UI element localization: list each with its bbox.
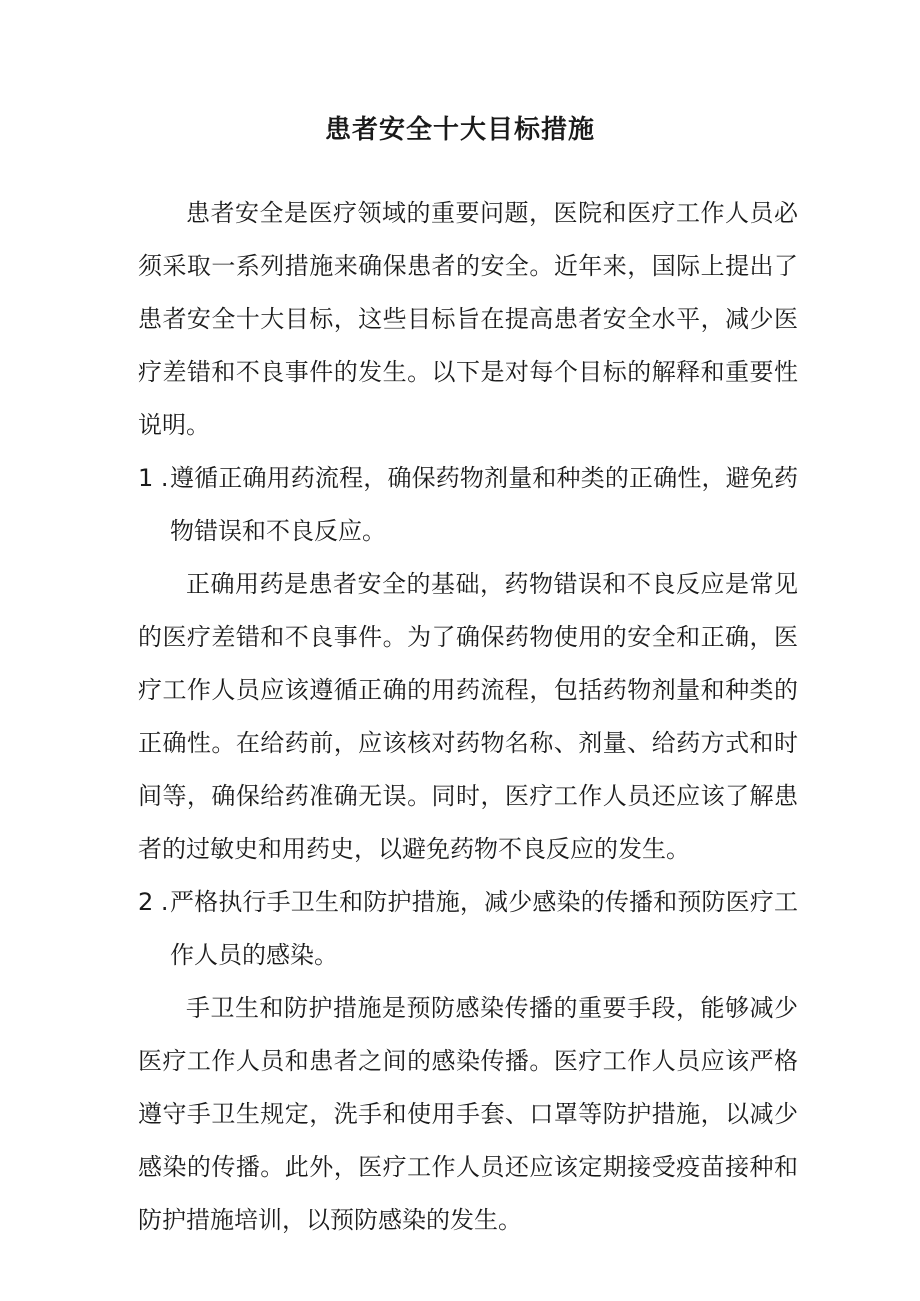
list-item-1-heading [138,452,798,558]
list-item-heading-text: 严格执行手卫生和防护措施，减少感染的传播和预防医疗工作人员的感染。 [170,888,798,969]
list-item-1-body: 正确用药是患者安全的基础，药物错误和不良反应是常见的医疗差错和不良事件。为了确保药物使用的安全和正确，医疗工作人员应该遵循正确的用药流程，包括药物剂量和种类的正确性。在给药前，应该核对药物名称、剂量、给药方式和时间等，确保给药准确无误。同时，医疗工作人员还应该了解患者的过敏史和用药史，以避免药物不良反应的发生。 [138,570,798,863]
list-item-number: 1 . [138,464,169,492]
list-item-2-heading [138,876,798,982]
document-title: 患者安全十大目标措施 [324,115,595,145]
intro-paragraph: 患者安全是医疗领域的重要问题，医院和医疗工作人员必须采取一系列措施来确保患者的安全。近年来，国际上提出了患者安全十大目标，这些目标旨在提高患者安全水平，减少医疗差错和不良事件的发生。以下是对每个目标的解释和重要性说明。 [138,199,798,439]
list-item-heading-text: 遵循正确用药流程，确保药物剂量和种类的正确性，避免药物错误和不良反应。 [170,464,798,545]
list-item-number: 2 . [138,888,169,916]
document-body [138,187,798,1247]
list-item-2-body: 手卫生和防护措施是预防感染传播的重要手段，能够减少医疗工作人员和患者之间的感染传播。医疗工作人员应该严格遵守手卫生规定，洗手和使用手套、口罩等防护措施，以减少感染的传播。此外，医疗工作人员还应该定期接受疫苗接种和防护措施培训，以预防感染的发生。 [138,994,798,1234]
